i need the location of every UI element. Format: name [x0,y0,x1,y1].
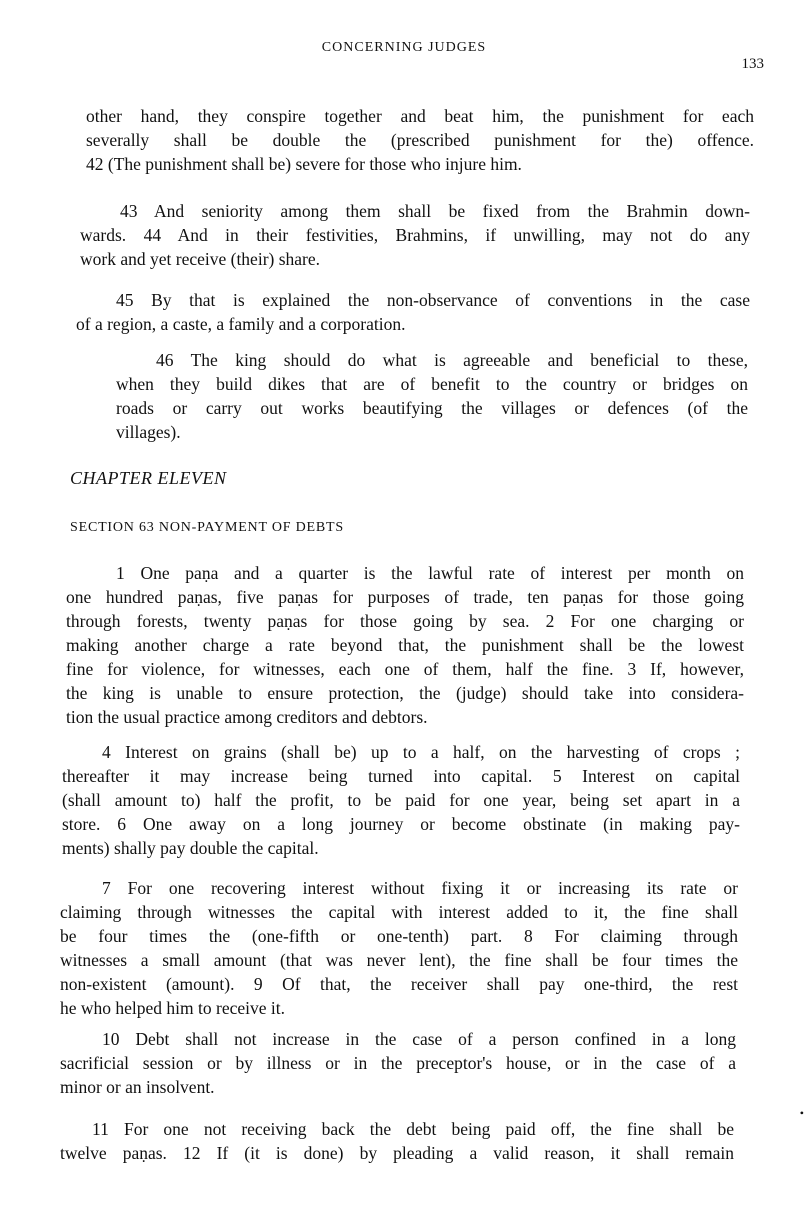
text-line: making another charge a rate beyond that, the punishment shall be the lowest [66,635,744,655]
section-heading: SECTION 63 NON-PAYMENT OF DEBTS [70,520,344,535]
text-line: other hand, they conspire together and beat him, the punishment for each [86,106,754,126]
text-line: claiming through witnesses the capital with interest added to it, the fine shall [60,902,738,922]
text-line: witnesses a small amount (that was never lent), the fine shall be four times the [60,950,738,970]
text-line: fine for violence, for witnesses, each one of them, half the fine. 3 If, however, [66,659,744,679]
text-line: work and yet receive (their) share. [80,249,321,269]
running-title: CONCERNING JUDGES [321,40,487,55]
text-line: (shall amount to) half the profit, to be paid for one year, being set apart in a [62,790,740,810]
paragraph-continuation [86,104,754,176]
text-line: when they build dikes that are of benefit to the country or bridges on [116,374,748,394]
text-line: 45 By that is explained the non-observance of conventions in the case [116,290,750,310]
text-line: through forests, twenty paṇas for those going by sea. 2 For one charging or [66,611,744,631]
text-line: 4 Interest on grains (shall be) up to a half, on the harvesting of crops ; [102,742,740,762]
text-line: sacrificial session or by illness or in the preceptor's house, or in the case of a [60,1053,736,1073]
margin-mark: • [799,1106,804,1120]
text-line: non-existent (amount). 9 Of that, the receiver shall pay one-third, the rest [60,974,738,994]
text-line: 1 One paṇa and a quarter is the lawful rate of interest per month on [116,563,744,583]
paragraph-7 [60,876,738,1020]
text-line: 11 For one not receiving back the debt being paid off, the fine shall be [92,1119,734,1139]
text-line: 43 And seniority among them shall be fixed from the Brahmin down- [120,201,750,221]
text-line: minor or an insolvent. [60,1077,215,1097]
text-line: severally shall be double the (prescribed punishment for the) offence. [86,130,754,150]
paragraph-46 [116,348,748,444]
text-line: one hundred paṇas, five paṇas for purposes of trade, ten paṇas for those going [66,587,744,607]
text-line: 42 (The punishment shall be) severe for those who injure him. [86,154,522,174]
text-line: he who helped him to receive it. [60,998,285,1018]
page-number: 133 [741,56,764,72]
text-line: roads or carry out works beautifying the villages or defences (of the [116,398,748,418]
text-line: the king is unable to ensure protection, the (judge) should take into considera- [66,683,744,703]
text-line: villages). [116,422,181,442]
text-line: twelve paṇas. 12 If (it is done) by pleading a valid reason, it shall remain [60,1143,734,1163]
paragraph-43 [80,199,750,271]
text-line: tion the usual practice among creditors and debtors. [66,707,428,727]
paragraph-4 [62,740,740,860]
text-line: ments) shally pay double the capital. [62,838,319,858]
text-line: be four times the (one-fifth or one-tenth) part. 8 For claiming through [60,926,738,946]
paragraph-45 [76,288,750,336]
text-line: thereafter it may increase being turned into capital. 5 Interest on capital [62,766,740,786]
text-line: 46 The king should do what is agreeable and beneficial to these, [156,350,748,370]
text-line: 7 For one recovering interest without fixing it or increasing its rate or [102,878,738,898]
paragraph-10 [60,1027,736,1099]
paragraph-1 [66,561,744,729]
chapter-heading: CHAPTER ELEVEN [70,468,227,488]
text-line: wards. 44 And in their festivities, Brahmins, if unwilling, may not do any [80,225,750,245]
paragraph-11 [60,1117,734,1165]
text-line: store. 6 One away on a long journey or become obstinate (in making pay- [62,814,740,834]
text-line: of a region, a caste, a family and a corporation. [76,314,406,334]
text-line: 10 Debt shall not increase in the case of a person confined in a long [102,1029,736,1049]
